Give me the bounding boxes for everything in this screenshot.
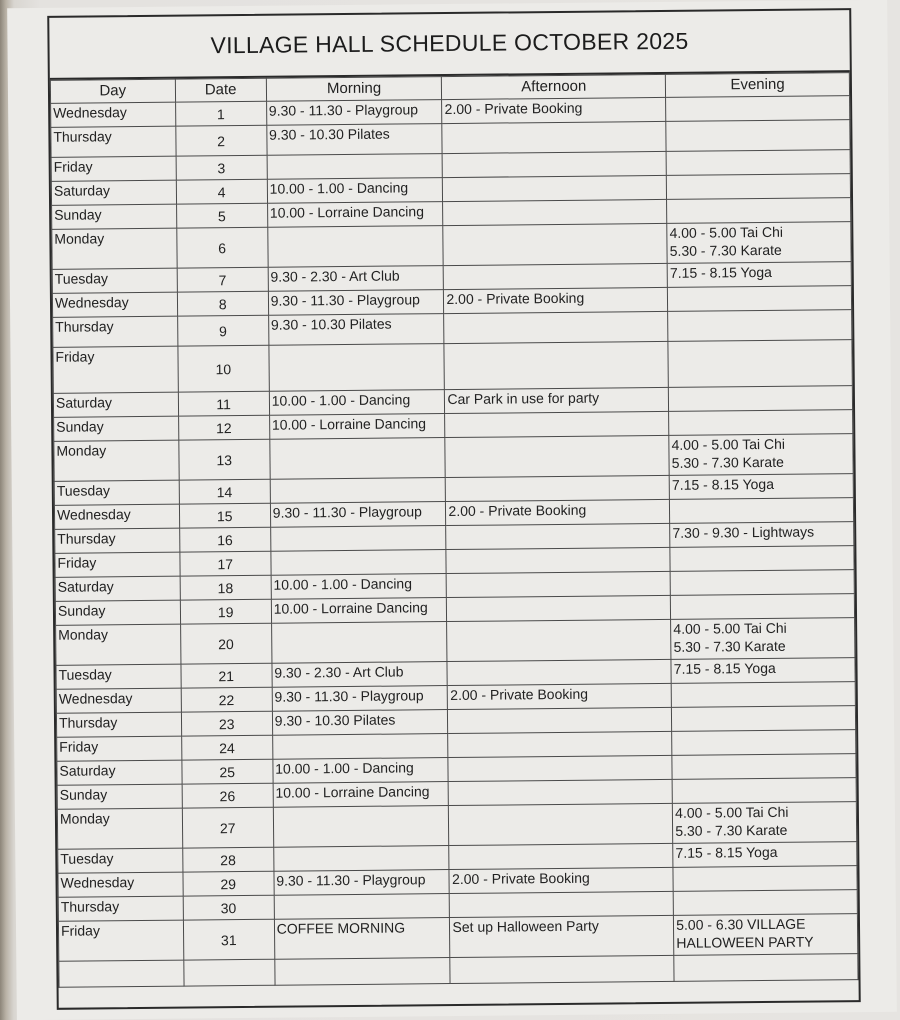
column-header-date: Date xyxy=(175,78,266,102)
afternoon-cell xyxy=(446,523,670,549)
column-header-evening: Evening xyxy=(666,73,850,98)
evening-cell xyxy=(673,802,857,844)
date-cell: 10 xyxy=(178,345,270,392)
day-cell: Thursday xyxy=(51,126,176,157)
day-cell: Sunday xyxy=(57,784,182,809)
day-cell: Saturday xyxy=(51,180,176,205)
afternoon-cell xyxy=(443,199,667,225)
evening-entry: 7.15 - 8.15 Yoga xyxy=(669,263,773,281)
day-cell: Monday xyxy=(52,228,177,269)
evening-cell xyxy=(668,340,852,388)
blank-cell xyxy=(450,955,674,983)
table-body xyxy=(51,96,858,962)
day-cell: Tuesday xyxy=(56,664,181,689)
evening-cell xyxy=(669,434,853,476)
date-cell: 30 xyxy=(183,895,274,920)
morning-cell: 10.00 - 1.00 - Dancing xyxy=(271,574,447,600)
afternoon-cell: 2.00 - Private Booking xyxy=(444,287,668,313)
blank-cell xyxy=(183,959,274,986)
afternoon-cell: 2.00 - Private Booking xyxy=(448,683,672,709)
evening-cell xyxy=(669,474,853,500)
blank-cell xyxy=(275,958,451,986)
date-cell: 8 xyxy=(177,291,268,316)
date-cell: 17 xyxy=(180,551,271,576)
afternoon-cell xyxy=(443,151,667,177)
date-cell: 28 xyxy=(182,847,273,872)
evening-cell xyxy=(672,730,856,756)
date-cell: 18 xyxy=(180,575,271,600)
afternoon-cell xyxy=(449,803,673,845)
day-cell: Friday xyxy=(55,552,180,577)
date-cell: 24 xyxy=(181,735,272,760)
morning-cell: 9.30 - 10.30 Pilates xyxy=(268,314,444,346)
evening-cell xyxy=(672,754,856,780)
morning-cell xyxy=(270,526,446,552)
schedule-frame xyxy=(47,8,861,1010)
day-cell: Monday xyxy=(54,440,179,481)
date-cell: 9 xyxy=(177,315,268,346)
evening-cell xyxy=(671,682,855,708)
evening-entry: 4.00 - 5.00 Tai Chi xyxy=(673,619,787,637)
date-cell: 14 xyxy=(179,479,270,504)
day-cell: Thursday xyxy=(55,528,180,553)
blank-cell xyxy=(674,954,858,982)
morning-cell xyxy=(273,846,449,872)
day-cell: Thursday xyxy=(53,316,178,347)
afternoon-cell xyxy=(447,659,671,685)
day-cell: Saturday xyxy=(53,392,178,417)
evening-entry: 4.00 - 5.00 Tai Chi xyxy=(669,223,783,241)
date-cell: 6 xyxy=(176,227,267,268)
afternoon-cell xyxy=(448,731,672,757)
afternoon-cell: 2.00 - Private Booking xyxy=(449,867,673,893)
morning-cell xyxy=(274,894,450,920)
day-cell: Friday xyxy=(53,346,178,393)
day-cell: Sunday xyxy=(52,204,177,229)
day-cell: Thursday xyxy=(56,712,181,737)
date-cell: 1 xyxy=(175,101,266,126)
evening-cell xyxy=(667,174,851,200)
day-cell: Friday xyxy=(58,920,183,961)
date-cell: 3 xyxy=(176,155,267,180)
day-cell: Monday xyxy=(56,624,181,665)
day-cell: Tuesday xyxy=(52,268,177,293)
evening-entry: 7.15 - 8.15 Yoga xyxy=(671,475,775,493)
evening-cell xyxy=(673,842,857,868)
evening-entry: 5.30 - 7.30 Karate xyxy=(669,241,782,259)
schedule-title: VILLAGE HALL SCHEDULE OCTOBER 2025 xyxy=(49,10,850,80)
morning-cell: 10.00 - 1.00 - Dancing xyxy=(269,390,445,416)
day-cell: Friday xyxy=(51,156,176,181)
morning-cell xyxy=(273,806,449,848)
day-cell: Wednesday xyxy=(56,688,181,713)
evening-cell xyxy=(670,546,854,572)
morning-cell: 10.00 - Lorraine Dancing xyxy=(269,414,445,440)
afternoon-cell xyxy=(447,571,671,597)
afternoon-cell xyxy=(444,341,668,389)
evening-cell xyxy=(670,498,854,524)
evening-cell xyxy=(666,120,850,152)
morning-cell: 9.30 - 10.30 Pilates xyxy=(267,124,443,156)
evening-cell xyxy=(670,570,854,596)
afternoon-cell xyxy=(447,619,671,661)
date-cell: 29 xyxy=(183,871,274,896)
day-cell: Saturday xyxy=(57,760,182,785)
afternoon-cell: Car Park in use for party xyxy=(445,387,669,413)
morning-cell: 10.00 - 1.00 - Dancing xyxy=(273,758,449,784)
afternoon-cell xyxy=(446,547,670,573)
evening-cell xyxy=(666,150,850,176)
morning-cell: 10.00 - Lorraine Dancing xyxy=(267,202,443,228)
evening-cell xyxy=(673,890,857,916)
schedule-table xyxy=(50,72,859,988)
date-cell: 5 xyxy=(176,203,267,228)
afternoon-cell xyxy=(445,435,669,477)
evening-cell xyxy=(666,96,850,122)
morning-cell: 9.30 - 11.30 - Playgroup xyxy=(268,290,444,316)
day-cell: Sunday xyxy=(55,600,180,625)
evening-cell xyxy=(668,286,852,312)
day-cell: Tuesday xyxy=(54,480,179,505)
afternoon-cell xyxy=(447,595,671,621)
evening-cell xyxy=(667,198,851,224)
evening-cell xyxy=(671,618,855,660)
column-header-day: Day xyxy=(50,79,175,103)
morning-cell xyxy=(269,344,445,392)
evening-cell xyxy=(667,222,851,264)
column-header-afternoon: Afternoon xyxy=(442,74,666,99)
date-cell: 27 xyxy=(182,807,273,848)
schedule-row xyxy=(53,340,852,394)
date-cell: 23 xyxy=(181,711,272,736)
day-cell: Wednesday xyxy=(52,292,177,317)
evening-cell xyxy=(667,262,851,288)
column-header-morning: Morning xyxy=(266,77,442,102)
evening-entry: 7.15 - 8.15 Yoga xyxy=(675,843,778,861)
date-cell: 31 xyxy=(183,919,274,960)
evening-cell xyxy=(669,386,853,412)
day-cell: Saturday xyxy=(55,576,180,601)
evening-entry: 4.00 - 5.00 Tai Chi xyxy=(671,435,786,453)
afternoon-cell xyxy=(448,755,672,781)
date-cell: 20 xyxy=(180,623,271,664)
afternoon-cell xyxy=(444,311,668,343)
morning-cell: 9.30 - 11.30 - Playgroup xyxy=(274,870,450,896)
afternoon-cell xyxy=(449,843,673,869)
afternoon-cell xyxy=(445,411,669,437)
morning-cell xyxy=(271,550,447,576)
afternoon-cell xyxy=(449,779,673,805)
evening-entry: 5.00 - 6.30 VILLAGE xyxy=(676,915,806,933)
evening-entry: 5.30 - 7.30 Karate xyxy=(675,821,788,839)
date-cell: 22 xyxy=(181,687,272,712)
afternoon-cell xyxy=(443,175,667,201)
date-cell: 11 xyxy=(178,391,269,416)
evening-entry: 5.30 - 7.30 Karate xyxy=(673,637,786,655)
date-cell: 12 xyxy=(178,415,269,440)
date-cell: 13 xyxy=(178,439,269,480)
morning-cell: 9.30 - 11.30 - Playgroup xyxy=(272,686,448,712)
date-cell: 16 xyxy=(179,527,270,552)
evening-cell xyxy=(673,866,857,892)
morning-cell: 9.30 - 10.30 Pilates xyxy=(272,710,448,736)
morning-cell xyxy=(267,226,443,268)
evening-entry: HALLOWEEN PARTY xyxy=(676,933,814,951)
date-cell: 2 xyxy=(175,125,266,156)
afternoon-cell xyxy=(446,475,670,501)
day-cell: Thursday xyxy=(58,896,183,921)
date-cell: 15 xyxy=(179,503,270,528)
afternoon-cell xyxy=(448,707,672,733)
morning-cell xyxy=(272,734,448,760)
morning-cell: 10.00 - Lorraine Dancing xyxy=(271,598,447,624)
morning-cell: 9.30 - 2.30 - Art Club xyxy=(268,266,444,292)
date-cell: 19 xyxy=(180,599,271,624)
afternoon-cell xyxy=(443,223,667,265)
evening-cell xyxy=(668,310,852,342)
morning-cell xyxy=(271,622,447,664)
morning-cell: COFFEE MORNING xyxy=(274,918,450,960)
morning-cell xyxy=(270,438,446,480)
evening-entry: 4.00 - 5.00 Tai Chi xyxy=(675,803,789,821)
morning-cell: 9.30 - 11.30 - Playgroup xyxy=(270,502,446,528)
day-cell: Sunday xyxy=(54,416,179,441)
afternoon-cell xyxy=(450,891,674,917)
blank-cell xyxy=(59,960,184,987)
day-cell: Tuesday xyxy=(58,848,183,873)
date-cell: 25 xyxy=(182,759,273,784)
day-cell: Monday xyxy=(57,808,182,849)
date-cell: 26 xyxy=(182,783,273,808)
morning-cell xyxy=(267,154,443,180)
paper-sheet xyxy=(7,0,897,1020)
afternoon-cell: Set up Halloween Party xyxy=(450,915,674,957)
afternoon-cell xyxy=(444,263,668,289)
morning-cell: 9.30 - 2.30 - Art Club xyxy=(272,662,448,688)
day-cell: Friday xyxy=(57,736,182,761)
day-cell: Wednesday xyxy=(54,504,179,529)
date-cell: 7 xyxy=(177,267,268,292)
day-cell: Wednesday xyxy=(51,102,176,127)
morning-cell: 9.30 - 11.30 - Playgroup xyxy=(266,100,442,126)
evening-cell xyxy=(669,410,853,436)
day-cell: Wednesday xyxy=(58,872,183,897)
morning-cell: 10.00 - 1.00 - Dancing xyxy=(267,178,443,204)
evening-cell xyxy=(670,522,854,548)
evening-cell xyxy=(672,778,856,804)
afternoon-cell: 2.00 - Private Booking xyxy=(442,97,666,123)
evening-entry: 7.30 - 9.30 - Lightways xyxy=(672,523,815,541)
evening-cell xyxy=(672,706,856,732)
evening-cell xyxy=(671,658,855,684)
evening-entry: 7.15 - 8.15 Yoga xyxy=(673,659,776,677)
morning-cell xyxy=(270,478,446,504)
morning-cell: 10.00 - Lorraine Dancing xyxy=(273,782,449,808)
afternoon-cell xyxy=(442,121,666,153)
evening-cell xyxy=(674,914,858,956)
date-cell: 4 xyxy=(176,179,267,204)
evening-entry: 5.30 - 7.30 Karate xyxy=(671,453,784,471)
afternoon-cell: 2.00 - Private Booking xyxy=(446,499,670,525)
evening-cell xyxy=(671,594,855,620)
date-cell: 21 xyxy=(181,663,272,688)
